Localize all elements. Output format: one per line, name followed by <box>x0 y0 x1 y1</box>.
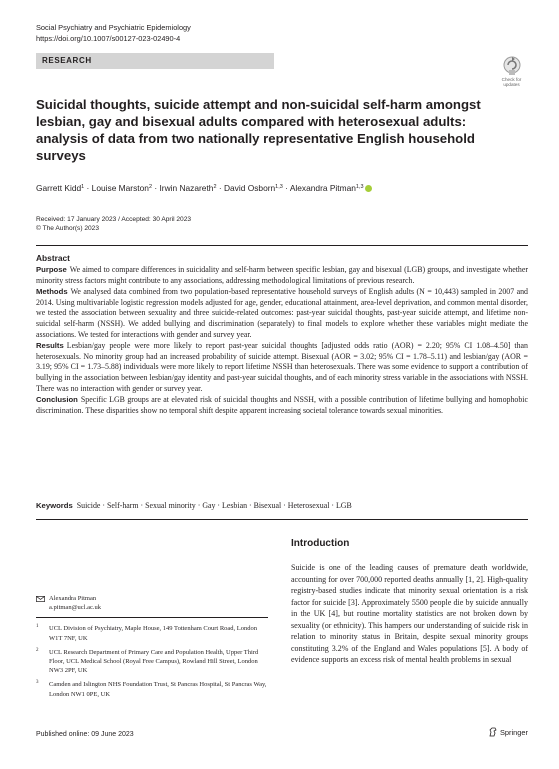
affiliation: 2 UCL Research Department of Primary Care and Population Health, Upper Third Floor, UCL Medical School (Royal Free Campus), Rowland Hill Street, London NW3 2PF, UK <box>36 647 259 675</box>
abstract-results: Results Lesbian/gay people were more likely to report past-year suicidal thoughts [adjusted odds ratio (AOR) = 2.20; 95% CI 1.08–4.50] than heterosexuals. No minority group had an increased probability of suicide attempt. Bisexual (AOR = 3.02; 95% CI = 1.78–5.11) and lesbian/gay (AOR = 3.19; 95% CI = 1.73–5.88) individuals were more likely to report lifetime NSSH than heterosexuals. There was some evidence to support a contribution of bullying in the association between lesbian/gay identity and past-year suicidal thoughts, and of each minority stress variable in the associations with NSSH. There was no interaction with gender or survey year. <box>36 341 528 393</box>
author[interactable]: Louise Marston$^2$ <box>91 183 152 193</box>
divider <box>36 245 528 246</box>
author[interactable]: David Osborn$^{1,3}$ <box>223 183 283 193</box>
springer-horse-icon <box>488 727 498 737</box>
author[interactable]: Irwin Nazareth$^2$ <box>159 183 217 193</box>
publisher-logo <box>488 727 528 737</box>
keywords <box>36 500 528 511</box>
journal-name: Social Psychiatry and Psychiatric Epidemiology <box>36 23 191 32</box>
corresponding-author: Alexandra Pitman <box>49 595 97 602</box>
keywords-label: Keywords <box>36 501 73 510</box>
received-accepted: Received: 17 January 2023 / Accepted: 30 April 2023 <box>36 216 192 223</box>
divider <box>36 617 268 618</box>
affiliation: 3 Camden and Islington NHS Foundation Trust, St Pancras Hospital, St Pancras Way, London NW1 0PE, UK <box>36 680 267 698</box>
abstract-methods: Methods We analysed data combined from two population-based representative household surveys of English adults (N = 10,443) sampled in 2007 and 2014. Using multivariable logistic regression models adjusted for age, gender, educational attainment, area-level deprivation, and common mental disorder, we tested the association between sexuality and three suicide-related outcomes: past-year suicidal thoughts, past-year suicide attempt, and lifetime non-suicidal self-harm (NSSH). We added bullying and discrimination (separately) to final models to explore whether these variables might mediate the associations. We tested for interactions with gender and survey year. <box>36 287 528 339</box>
abstract-conclusion: Conclusion Specific LGB groups are at elevated risk of suicidal thoughts and NSSH, with a possible contribution of lifetime bullying and homophobic discrimination. These disparities show no temporal shift despite apparent increasing societal tolerance towards sexual minorities. <box>36 395 528 415</box>
introduction-heading: Introduction <box>291 538 350 549</box>
footnotes <box>36 594 268 704</box>
correspondence <box>36 594 268 612</box>
keywords-list: Suicide · Self-harm · Sexual minority · Gay · Lesbian · Bisexual · Heterosexual · LGB <box>76 501 352 510</box>
envelope-icon <box>36 596 45 602</box>
doi-link[interactable]: https://doi.org/10.1007/s00127-023-02490-4 <box>36 33 181 43</box>
orcid-icon[interactable] <box>365 185 372 192</box>
published-date: Published online: 09 June 2023 <box>36 731 134 738</box>
check-updates-label: Check for updates <box>501 77 522 87</box>
article-dates <box>36 215 191 234</box>
affiliation: 1 UCL Division of Psychiatry, Maple House, 149 Tottenham Court Road, London W1T 7NF, UK <box>36 624 258 642</box>
section-label: RESEARCH <box>36 53 274 69</box>
journal-header <box>36 23 191 44</box>
abstract-heading: Abstract <box>36 253 70 263</box>
article-title: Suicidal thoughts, suicide attempt and non-suicidal self-harm amongst lesbian, gay and bisexual adults compared with heterosexual adults: analysis of data from two nationally representative English household surveys <box>36 97 481 163</box>
copyright: © The Author(s) 2023 <box>36 225 100 233</box>
author-list: Garrett Kidd$^1$ · Louise Marston$^2$ · Irwin Nazareth$^2$ · David Osborn$^{1,3}$ · Alexandra Pitman$^{1,3}$ <box>36 182 526 194</box>
author[interactable]: Alexandra Pitman$^{1,3}$ <box>289 183 364 193</box>
author[interactable]: Garrett Kidd$^1$ <box>36 183 85 193</box>
abstract <box>36 252 528 417</box>
corresponding-email[interactable]: a.pitman@ucl.ac.uk <box>49 604 102 612</box>
publisher-name: Springer <box>500 727 528 737</box>
abstract-purpose: Purpose We aimed to compare differences in suicidality and self-harm between specific lesbian, gay and bisexual (LGB) groups, and investigate whether minority stress factors might contribute to any associations, addressing methodological limitations of previous research. <box>36 265 528 285</box>
introduction-text: Suicide is one of the leading causes of premature death worldwide, accounting for over 700,000 reported deaths annually [1, 2]. High-quality registry-based studies indicate that minority sexual orientation is a risk factor for suicide [3]. Approximately 5500 people die by suicide annually in the UK [4], but routine mortality statistics are not broken down by sexuality (or ethnicity). This hampers our understanding of suicide risk in relation to minority status in Britain, despite sexual minority groups constituting 3.2% of the England and Wales populations [5]. A body of evidence supports an excess risk of mental health problems in sexual <box>291 563 528 665</box>
check-for-updates-button[interactable] <box>497 56 526 87</box>
divider <box>36 519 528 520</box>
check-updates-icon <box>503 56 521 76</box>
